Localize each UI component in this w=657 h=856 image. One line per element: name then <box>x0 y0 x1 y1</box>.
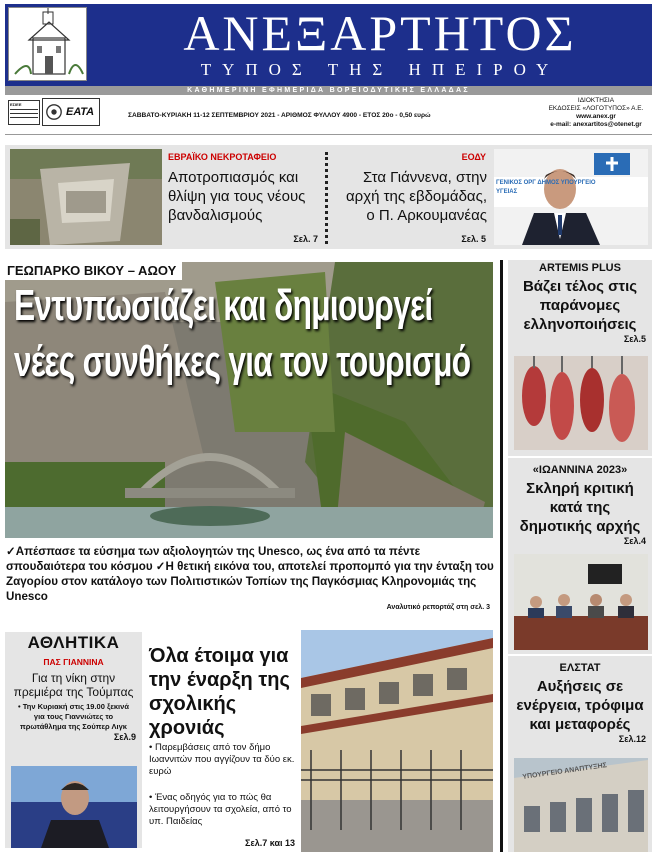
main-kicker <box>5 262 182 280</box>
sports-section: ΑΘΛΗΤΙΚΑ <box>27 633 120 652</box>
teaser2-headline[interactable]: Στα Γιάννενα, στην αρχή της εβδομάδας, ο Π. Αρκουμανέας <box>346 169 487 224</box>
minister-photo <box>494 149 648 245</box>
website[interactable]: www.anex.gr <box>576 113 616 120</box>
esiee-badge <box>8 100 40 125</box>
teaser1-headline[interactable]: Αποτροπιασμός και θλίψη για τους νέους βανδαλισμούς <box>168 169 306 224</box>
sidebar1-headline: Βάζει τέλος στις παράνομες ελληνοποιήσεις <box>522 278 638 333</box>
sidebar1-kicker: ARTEMIS PLUS <box>539 262 621 274</box>
main-headline-line2[interactable]: νέες συνθήκες για τον τουρισμό <box>14 337 471 386</box>
sidebar3-kicker: ΕΛΣΤΑΤ <box>559 662 601 674</box>
sports-kicker: ΠΑΣ ΓΙΑΝΝΙΝΑ <box>43 657 104 667</box>
school-building-photo <box>301 630 493 852</box>
coach-photo <box>11 766 137 848</box>
sports-page: Σελ.9 <box>113 732 136 742</box>
masthead-tagline-band <box>5 86 652 95</box>
sidebar3-page: Σελ.12 <box>618 734 646 744</box>
teaser2-page: Σελ. 5 <box>461 234 486 244</box>
masthead <box>5 4 652 86</box>
press-conference-photo <box>514 554 648 650</box>
masthead-title: ΑΝΕΞΑΡΤΗΤΟΣ <box>183 5 577 61</box>
owner-name: ΕΚΔΟΣΕΙΣ «ΛΟΓΟΤΥΠΟΣ» Α.Ε. <box>548 105 644 112</box>
sidebar2-kicker: «ΙΩΑΝΝΙΝΑ 2023» <box>532 464 628 476</box>
sidebar3-headline: Αυξήσεις σε ενέργεια, τρόφιμα και μεταφορές <box>516 678 644 733</box>
teaser1-page: Σελ. 7 <box>293 234 318 244</box>
ministry-building-photo <box>514 758 648 852</box>
owner-label: ΙΔΙΟΚΤΗΣΙΑ <box>577 97 615 104</box>
school-page: Σελ.7 και 13 <box>245 838 295 848</box>
owner-block <box>540 97 652 129</box>
cemetery-photo <box>10 149 162 245</box>
masthead-tagline: ΚΑΘΗΜΕΡΙΝΗ ΕΦΗΜΕΡΙΔΑ ΒΟΡΕΙΟΔΥΤΙΚΗΣ ΕΛΛΑΔΑΣ <box>187 87 470 94</box>
sidebar-story-3[interactable] <box>508 656 652 852</box>
sidebar-story-2[interactable] <box>508 458 652 654</box>
church-logo-icon <box>9 8 88 82</box>
teaser1-kicker: ΕΒΡΑΪΚΟ ΝΕΚΡΟΤΑΦΕΙΟ <box>168 152 277 162</box>
school-bullet-1: • Παρεμβάσεις από τον δήμο Ιωαννιτών που αγγίζουν τα δύο εκ. ευρώ <box>149 742 295 777</box>
minister-photo-sign: ΓΕΝΙΚΟΣ ΟΡΓ ΔΗΜΟΣ ΥΠΟΥΡΓΕΙΟ ΥΓΕΙΑΣ <box>496 180 596 195</box>
main-body: ✓Απέσπασε τα εύσημα των αξιολογητών της Unesco, ως ένα από τα πέντε σπουδαιότερα του κόσμου ✓Η θετική εικόνα του, αποτελεί προπομπό για την ένταξη του Ζαγορίου στον κατάλογο των Πολιτιστικών Τοπίων της Παγκόσμιας Κληρονομιάς της Unesco <box>6 545 494 603</box>
sports-bullet: • Την Κυριακή στις 19.00 ξεκινά για τους Γιαννιώτες το πρωτάθλημα της Σούπερ Λιγκ <box>18 702 129 731</box>
sidebar2-headline: Σκληρή κριτική κατά της δημοτικής αρχής <box>519 480 641 535</box>
esiee-label: ΕΣΙΕΕ <box>10 102 22 107</box>
sidebar-story-1[interactable] <box>508 260 652 456</box>
eata-circle-icon <box>45 103 63 121</box>
masthead-logo <box>8 7 87 81</box>
eata-label: ΕΑΤΑ <box>66 106 95 118</box>
school-headline[interactable]: Όλα έτοιμα για την έναρξη της σχολικής χρονιάς <box>149 645 290 739</box>
ministry-sign: ΥΠΟΥΡΓΕΙΟ ΑΝΑΠΤΥΞΗΣ <box>522 762 608 781</box>
teaser2-kicker: ΕΟΔΥ <box>461 152 486 162</box>
school-bullet-2: • Ένας οδηγός για το πώς θα λειτουργήσουν τα σχολεία, από το υπ. Παιδείας <box>149 792 292 827</box>
sidebar1-page: Σελ.5 <box>623 334 646 344</box>
meat-photo <box>514 356 648 450</box>
sidebar2-page: Σελ.4 <box>623 536 646 546</box>
sports-headline: Για τη νίκη στην πρεμιέρα της Τούμπας <box>13 671 134 699</box>
main-page-ref: Αναλυτικό ρεπορτάζ στη σελ. 3 <box>386 604 490 611</box>
issue-line: ΣΑΒΒΑΤΟ-ΚΥΡΙΑΚΗ 11-12 ΣΕΠΤΕΜΒΡΙΟΥ 2021 - ΑΡΙΘΜΟΣ ΦΥΛΛΟΥ 4900 - ΕΤΟΣ 20ο - 0,50 ευρώ <box>128 112 431 119</box>
divider <box>5 134 652 135</box>
masthead-subtitle: ΤΥΠΟΣ ΤΗΣ ΗΠΕΙΡΟΥ <box>200 60 560 79</box>
eata-badge <box>42 98 100 126</box>
teaser-divider <box>325 152 328 244</box>
main-kicker-text: ΓΕΩΠΑΡΚΟ ΒΙΚΟΥ – ΑΩΟΥ <box>7 263 177 278</box>
main-headline-line1[interactable]: Εντυπωσιάζει και δημιουργεί <box>14 281 433 330</box>
sports-box[interactable] <box>5 632 142 848</box>
column-rule <box>500 260 503 852</box>
email[interactable]: e-mail: anexartitos@otenet.gr <box>550 121 642 128</box>
